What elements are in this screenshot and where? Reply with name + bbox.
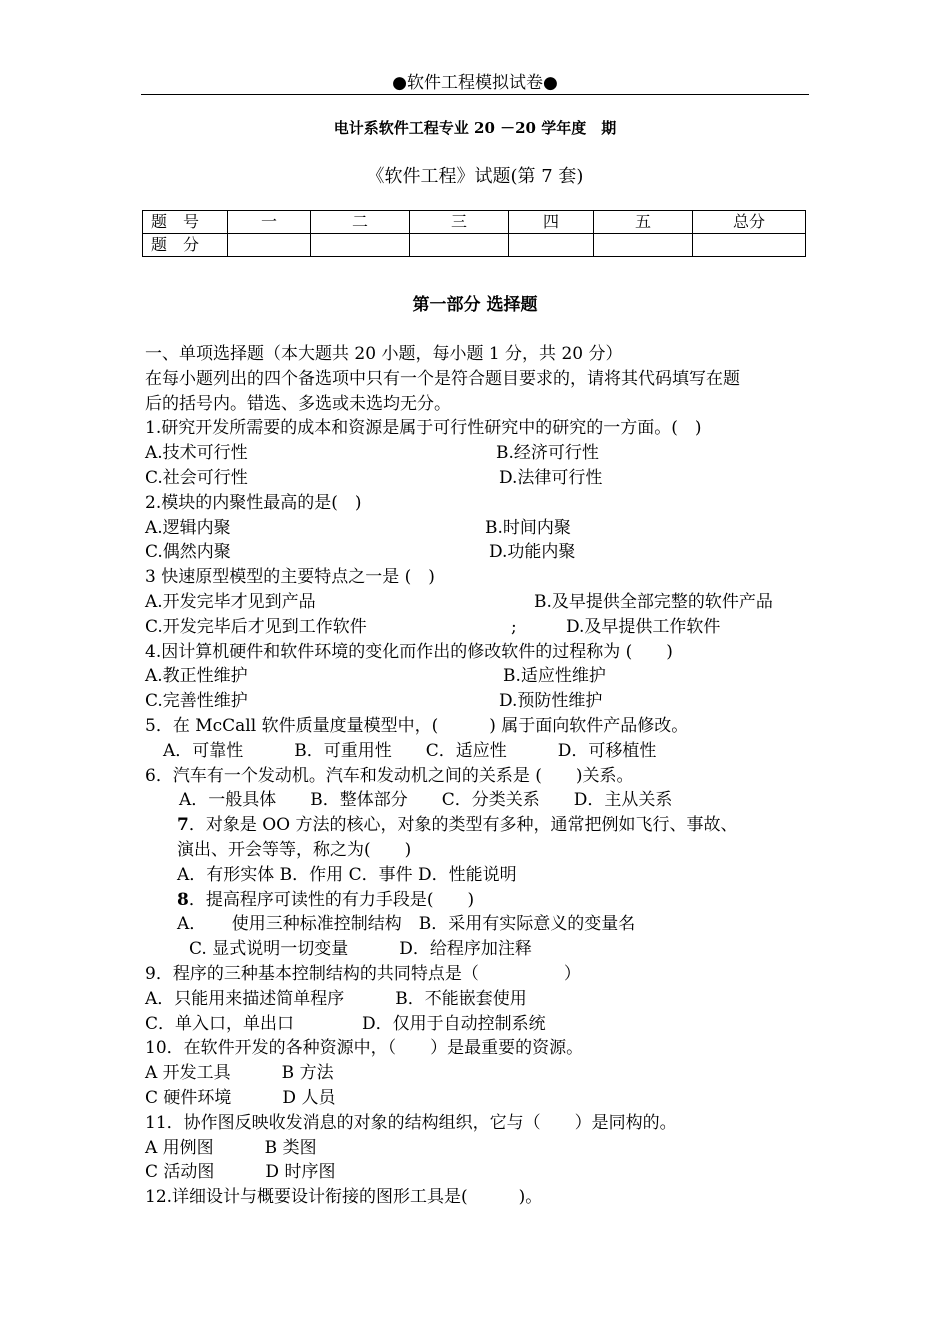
question-stem: 11．协作图反映收发消息的对象的结构组织，它与（ ）是同构的。	[145, 1112, 677, 1133]
question-number: 7	[177, 815, 189, 836]
option-row	[145, 689, 815, 714]
option: C.社会可行性	[145, 467, 248, 488]
option: C.开发完毕后才见到工作软件	[145, 616, 367, 637]
option-row: A． 使用三种标准控制结构 B．采用有实际意义的变量名	[177, 914, 636, 935]
score-table	[142, 210, 806, 257]
separator: ;	[511, 616, 517, 637]
paper-title: 《软件工程》试题(第 7 套)	[366, 166, 584, 187]
option-row	[145, 516, 815, 541]
option-row: A．一般具体 B．整体部分 C．分类关系 D．主从关系	[179, 790, 673, 811]
question-stem: 12.详细设计与概要设计衔接的图形工具是( )。	[145, 1187, 543, 1208]
question-stem: 演出、开会等等，称之为( )	[177, 839, 412, 860]
option: B.经济可行性	[496, 443, 599, 464]
score-table-cell: 题 分	[143, 234, 228, 257]
option: D.法律可行性	[499, 467, 603, 488]
option: D.预防性维护	[499, 691, 603, 712]
option: B.及早提供全部完整的软件产品	[534, 591, 773, 612]
question-stem: 6．汽车有一个发动机。汽车和发动机之间的关系是 ( )关系。	[145, 765, 634, 786]
score-table-cell: 五	[594, 211, 693, 234]
score-table-cell: 三	[410, 211, 509, 234]
header-title: ●软件工程模拟试卷●	[392, 73, 558, 93]
question-stem	[145, 888, 815, 913]
score-table-cell: 题 号	[143, 211, 228, 234]
score-input-cell[interactable]	[311, 234, 410, 257]
section-intro: 在每小题列出的四个备选项中只有一个是符合题目要求的，请将其代码填写在题	[145, 368, 740, 389]
section-intro: 后的括号内。错选、多选或未选均无分。	[145, 393, 451, 414]
option: C.完善性维护	[145, 691, 248, 712]
question-stem: 4.因计算机硬件和软件环境的变化而作出的修改软件的过程称为 ( )	[145, 641, 673, 662]
score-table-cell: 总分	[693, 211, 806, 234]
option-row: A．有形实体 B．作用 C．事件 D．性能说明	[177, 864, 517, 885]
option-row	[145, 590, 815, 615]
option: A.开发完毕才见到产品	[145, 591, 316, 612]
option-row	[145, 441, 815, 466]
option: A.逻辑内聚	[145, 517, 231, 538]
part-title: 第一部分 选择题	[412, 295, 538, 315]
header-rule	[141, 94, 809, 95]
question-text: ．提高程序可读性的有力手段是( )	[188, 889, 475, 910]
question-number: 8	[177, 889, 189, 910]
option-row	[145, 615, 815, 640]
question-text: ．对象是 OO 方法的核心，对象的类型有多种，通常把例如飞行、事故、	[188, 815, 738, 836]
option: D.功能内聚	[489, 542, 576, 563]
option-row: A 开发工具 B 方法	[145, 1063, 334, 1084]
option: D.及早提供工作软件	[566, 616, 721, 637]
option-row: A 用例图 B 类图	[145, 1137, 317, 1158]
score-input-cell[interactable]	[594, 234, 693, 257]
option: C.偶然内聚	[145, 542, 231, 563]
option: B.适应性维护	[503, 666, 606, 687]
department-line: 电计系软件工程专业 20 －20 学年度 期	[333, 119, 617, 137]
question-stem: 2.模块的内聚性最高的是( )	[145, 492, 362, 513]
option-row: C．单入口，单出口 D．仅用于自动控制系统	[145, 1013, 546, 1034]
score-input-cell[interactable]	[410, 234, 509, 257]
questions-body	[145, 342, 815, 1210]
score-table-cell: 一	[228, 211, 311, 234]
question-stem: 5．在 McCall 软件质量度量模型中，( ) 属于面向软件产品修改。	[145, 715, 689, 736]
option-row: A．可靠性 B．可重用性 C．适应性 D．可移植性	[163, 740, 657, 761]
score-table-header-row	[143, 211, 806, 234]
option-row	[145, 466, 815, 491]
score-input-cell[interactable]	[693, 234, 806, 257]
score-table-score-row	[143, 234, 806, 257]
option-row	[145, 540, 815, 565]
option: A.技术可行性	[145, 443, 248, 464]
score-table-cell: 四	[509, 211, 594, 234]
option-row	[145, 664, 815, 689]
option: A.教正性维护	[145, 666, 248, 687]
question-stem	[145, 813, 815, 838]
option: B.时间内聚	[485, 517, 571, 538]
option-row: C 活动图 D 时序图	[145, 1162, 336, 1183]
score-table-cell: 二	[311, 211, 410, 234]
score-input-cell[interactable]	[228, 234, 311, 257]
option-row: C 硬件环境 D 人员	[145, 1087, 336, 1108]
option-row: C. 显式说明一切变量 D．给程序加注释	[189, 939, 532, 960]
section-heading: 一、单项选择题（本大题共 20 小题，每小题 1 分，共 20 分）	[145, 344, 623, 364]
question-stem: 3 快速原型模型的主要特点之一是 ( )	[145, 567, 435, 588]
score-input-cell[interactable]	[509, 234, 594, 257]
question-stem: 10．在软件开发的各种资源中，（ ）是最重要的资源。	[145, 1038, 584, 1059]
question-stem: 1.研究开发所需要的成本和资源是属于可行性研究中的研究的一方面。( )	[145, 418, 702, 439]
option-row: A．只能用来描述简单程序 B．不能嵌套使用	[145, 988, 527, 1009]
question-stem: 9．程序的三种基本控制结构的共同特点是（ ）	[145, 963, 581, 984]
